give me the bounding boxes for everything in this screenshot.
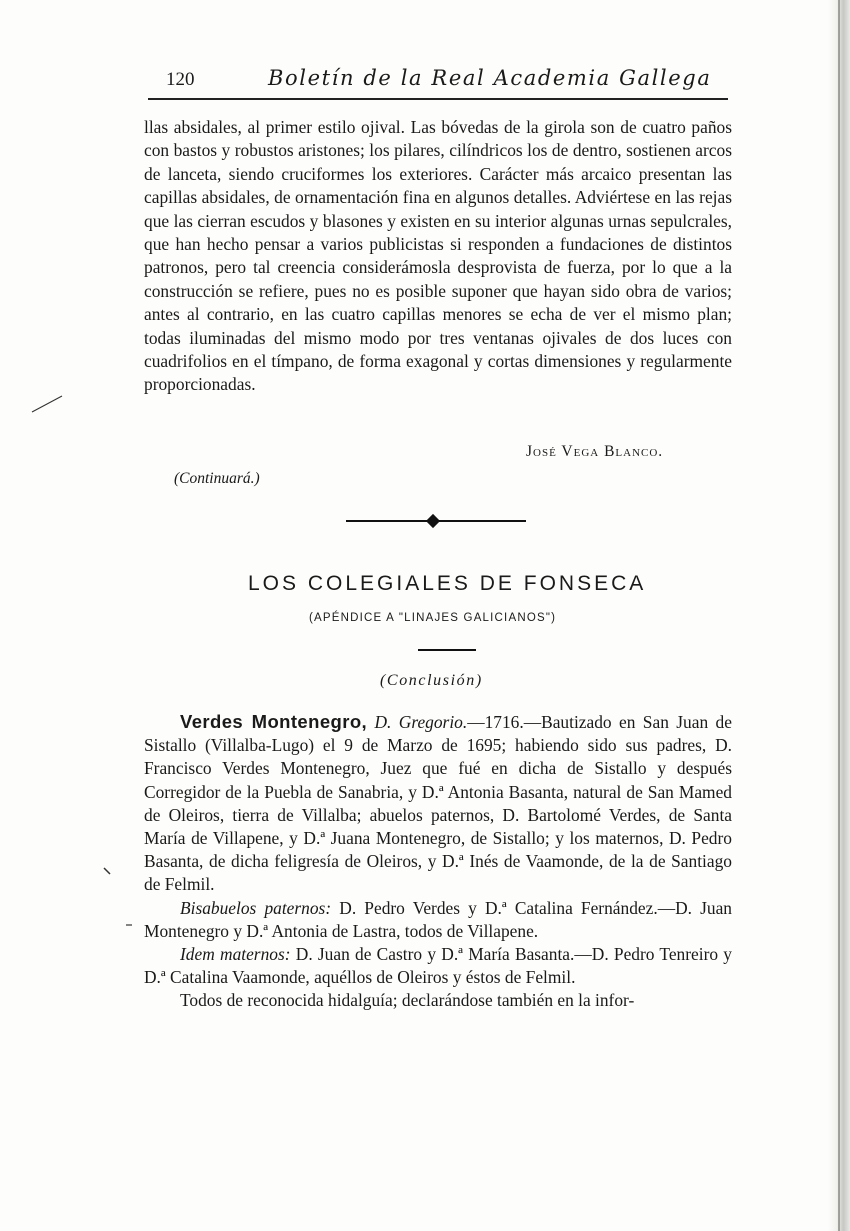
idem-label: Idem maternos: — [180, 944, 291, 965]
entry-final-paragraph — [144, 989, 732, 1012]
entry-main-paragraph — [144, 710, 732, 897]
entry-surname: Verdes Montenegro, — [180, 711, 368, 732]
entry-verdes-montenegro — [144, 710, 732, 1013]
paragraph-text: llas absidales, al primer estilo ojival. Las bóvedas de la girola son de cuatro paños con bastos y robustos aristones; los pilares, cilíndricos los de dentro, sostienen arcos de lanceta, siendo cruciformes los exteriores. Carácter más arcaico presentan las capillas absidales, de ornamentación fina en algunos detalles. Adviértese en las rejas que las cierran escudos y blasones y existen en su interior algunas urnas sepulcrales, que han hecho pensar a varios publicistas si responden a fundaciones de distintos patronos, pero tal creencia considerámosla desprovista de fuerza, por lo que a la construcción se refiere, pues no es posible suponer que hayan sido obra de varios; antes al contrario, en las cuatro capillas menores se echa de ver el mismo plan; todas iluminadas del mismo modo por tres ventanas ojivales de dos luces con cuadrifolios en el tímpano, de forma exagonal y cortas dimensiones y regularmente proporcionadas. — [144, 117, 732, 395]
scan-stray-mark — [104, 868, 110, 874]
page-number: 120 — [166, 69, 195, 90]
scan-stray-mark — [32, 396, 62, 412]
idem-text: D. Juan de Castro y D.ª María Basanta.—D. Pedro Tenreiro y D.ª Catalina Vaamonde, aquéllos de Oleiros y éstos de Felmil. — [144, 944, 732, 988]
author-signature: José Vega Blanco. — [526, 443, 664, 460]
running-title: Boletín de la Real Academia Gallega — [268, 66, 712, 90]
bisabuelos-label: Bisabuelos paternos: — [180, 897, 332, 918]
continuara-note: (Continuará.) — [174, 470, 260, 487]
bisabuelos-text: D. Pedro Verdes y D.ª Catalina Fernández.—D. Juan Montenegro y D.ª Antonia de Lastra, todos de Villapene. — [144, 897, 733, 941]
entry-given-name: Gregorio. — [398, 712, 468, 732]
entry-idem-maternos — [144, 943, 732, 989]
entry-title-abbrev: D. — [374, 712, 392, 732]
page-header — [148, 64, 728, 100]
scan-edge-line — [838, 0, 840, 1231]
section-subtitle: (APÉNDICE A "LINAJES GALICIANOS") — [309, 612, 557, 624]
subtitle-rule — [418, 649, 476, 651]
final-text: Todos de reconocida hidalguía; declarándose también en la infor- — [180, 990, 635, 1011]
conclusion-label: (Conclusión) — [380, 672, 483, 689]
divider-ornament-icon — [426, 514, 440, 528]
entry-bisabuelos — [144, 897, 732, 943]
entry-body: —1716.—Bautizado en San Juan de Sistallo (Villalba-Lugo) el 9 de Marzo de 1695; habiendo sido sus padres, D. Francisco Verdes Montenegro, Juez que fué en dicha de Sistallo y después Corregidor de la Puebla de Sanabria, y D.ª Antonia Basanta, natural de San Mamed de Oleiros, tierra de Villalba; abuelos paternos, D. Bartolomé Verdes, de Santa María de Villapene, y D.ª Juana Montenegro, de Sistallo; y los maternos, D. Pedro Basanta, de dicha feligresía de Oleiros, y D.ª Inés de Vaamonde, de la de Santiago de Felmil. — [144, 712, 732, 895]
paragraph-ojival — [144, 116, 732, 397]
section-title: LOS COLEGIALES DE FONSECA — [248, 572, 647, 595]
